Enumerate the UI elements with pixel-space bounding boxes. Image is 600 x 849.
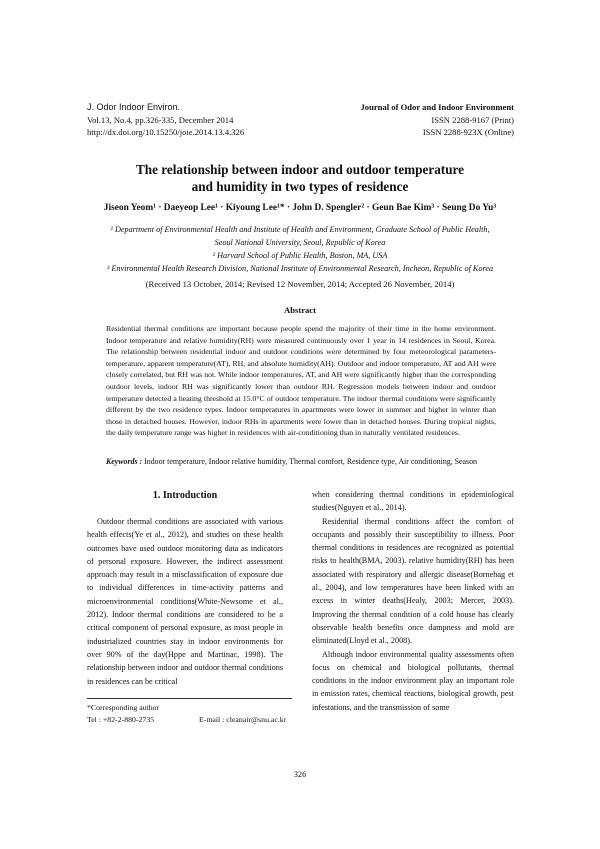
received-dates: (Received 13 October, 2014; Revised 12 November, 2014; Accepted 26 November, 2014) bbox=[145, 279, 455, 289]
affiliation-2: ² Harvard School of Public Health, Boston, MA, USA bbox=[212, 251, 388, 260]
journal-short-name: J. Odor Indoor Environ. bbox=[87, 102, 181, 112]
footnote-divider bbox=[87, 698, 292, 699]
intro-paragraph-1-cont: when considering thermal conditions in epidemiological studies(Nguyen et al., 2014). bbox=[312, 490, 514, 513]
issn-online: ISSN 2288-923X (Online) bbox=[422, 127, 514, 137]
section-heading-introduction: 1. Introduction bbox=[152, 490, 218, 501]
affiliation-3: ³ Environmental Health Research Division, National Institute of Environmental Research, Incheon, Republic of Korea bbox=[106, 264, 494, 273]
volume-info: Vol.13, No.4, pp.326-335, December 2014 bbox=[87, 114, 234, 125]
keywords bbox=[106, 457, 516, 466]
intro-paragraph-3: Although indoor environmental quality assessments often focus on chemical and biological pollutants, thermal conditions in the indoor environment play an important role in emission rates, chemical reactions, biological growth, pest infestations, and the transmission of some bbox=[312, 649, 514, 712]
abstract-heading: Abstract bbox=[284, 305, 316, 315]
title-line-2: and humidity in two types of residence bbox=[191, 179, 409, 194]
email-address[interactable]: E-mail : cleanair@snu.ac.kr bbox=[199, 714, 287, 724]
author-list: Jiseon Yeom¹ · Daeyeop Lee¹ · Kiyoung Lee¹* · John D. Spengler² · Geun Bae Kim³ · Seung Do Yu³ bbox=[103, 203, 497, 213]
footnote bbox=[87, 702, 287, 725]
journal-full-name: Journal of Odor and Indoor Environment bbox=[360, 102, 514, 112]
left-column bbox=[87, 515, 283, 688]
abstract-text: Residential thermal conditions are important because people spend the majority of their time in the home environment. Indoor temperature and relative humidity(RH) were measured continuously over 1 year in 14 residences in Seoul, Korea. The relationship between residential indoor and outdoor conditions were determined by four meteorological parameters-temperature, apparent temperature(AT), RH, and absolute humidity(AH). Outdoor and indoor temperature, AT and AH were closely correlated, but RH was not. While indoor temperatures, AT, and AH were significantly higher than the corresponding outdoor levels, indoor RH was significantly lower than outdoor RH. Regression models between indoor and outdoor temperature detected a heating threshold at 15.0°C of outdoor temperature. The indoor thermal conditions were significantly different by the two residence types. Indoor temperatures in apartments were lower in summer and higher in winter than those in detached houses. However, indoor RHs in apartments were lower than in detached houses. During tropical nights, the daily temperature range was higher in residences with air-conditioning than in naturally ventilated residences. bbox=[106, 324, 496, 438]
issn-print: ISSN 2288-9167 (Print) bbox=[431, 114, 514, 125]
keywords-label: Keywords : bbox=[106, 457, 143, 466]
intro-paragraph-2: Residential thermal conditions affect the comfort of occupants and possibly their susceptibility to illness. Poor thermal conditions in residences are recognized as potential risks to health(BMA, 2003). relative humidity(RH) has been associated with respiratory and allergic disease(Bornehag et al., 2004), and low temperatures have been linked with an excess in winter deaths(Healy, 2003; Mercer, 2003). Improving the thermal condition of a cold house has clearly observable health benefits once dampness and mold are eliminated(Lloyd et al., 2008). bbox=[312, 516, 514, 646]
corresponding-author: *Corresponding author bbox=[87, 703, 160, 712]
telephone: Tel : +82-2-880-2735 bbox=[87, 714, 155, 724]
affiliations bbox=[70, 223, 530, 275]
page-number: 326 bbox=[293, 770, 307, 779]
right-column bbox=[312, 488, 514, 714]
paper-title bbox=[60, 161, 540, 195]
journal-header-left bbox=[87, 101, 244, 139]
keywords-list: Indoor temperature, Indoor relative humidity, Thermal comfort, Residence type, Air conditioning, Season bbox=[144, 457, 478, 466]
journal-header-right bbox=[360, 101, 514, 139]
title-line-1: The relationship between indoor and outdoor temperature bbox=[136, 162, 464, 177]
doi-link[interactable]: http://dx.doi.org/10.15250/joie.2014.13.4.326 bbox=[87, 127, 245, 137]
intro-paragraph-1: Outdoor thermal conditions are associated with various health effects(Ye et al., 2012), and studies on these health outcomes have used outdoor monitoring data as indicators of personal exposure. However, the indirect assessment approach may result in a misclassification of exposure due to individual differences in time-activity patterns and microenvironmental conditions(White-Newsome et al., 2012). Indoor thermal conditions are considered to be a critical component of personal exposure, as most people in industrialized countries stay in indoor environments for over 90% of the day(Hppe and Martinac, 1998). The relationship between indoor and outdoor thermal conditions in residences can be critical bbox=[87, 517, 284, 686]
affiliation-1a: ¹ Department of Environmental Health and Institute of Health and Environment, Graduate School of Public Health, bbox=[110, 225, 490, 234]
affiliation-1b: Seoul National University, Seoul, Republic of Korea bbox=[214, 238, 386, 247]
